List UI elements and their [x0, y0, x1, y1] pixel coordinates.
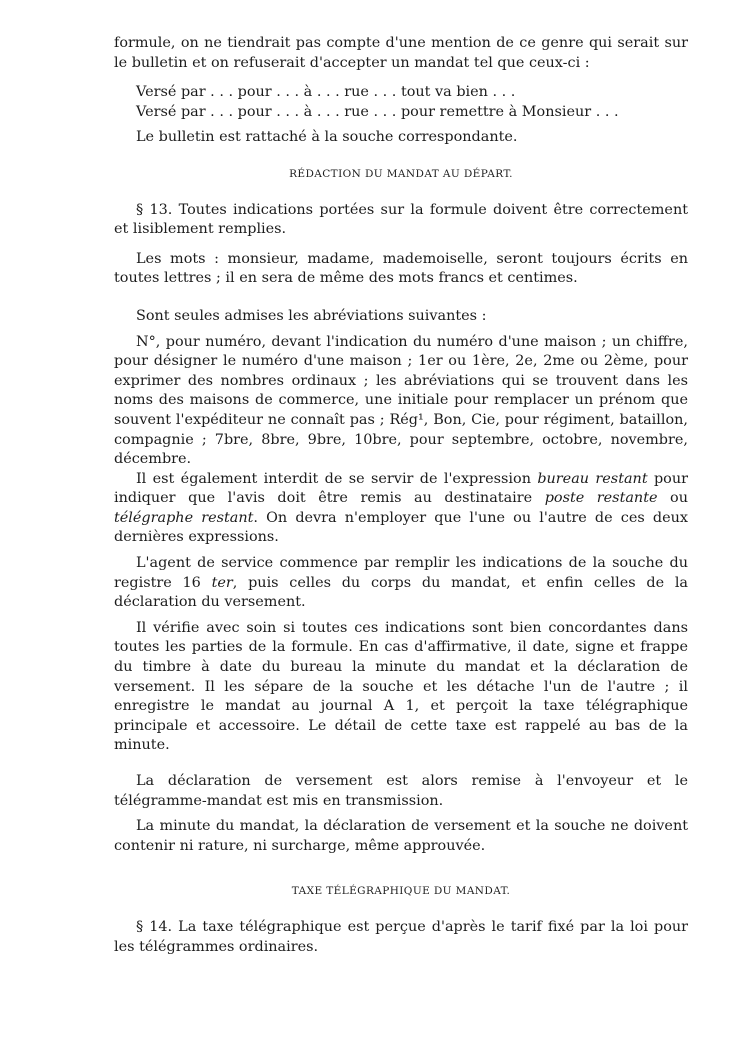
- example-line-2: Versé par . . . pour . . . à . . . rue . . . pour remettre à Monsieur . . .: [136, 103, 619, 120]
- paragraph-interdit: [114, 470, 688, 548]
- section-13-number: § 13.: [136, 201, 173, 218]
- paragraph-declaration: La déclaration de versement est alors remise à l'envoyeur et le télégramme-mandat est mis en transmission.: [114, 773, 688, 809]
- interdit-em-poste-restante: poste restante: [544, 490, 658, 507]
- section-14-number: § 14.: [136, 918, 173, 935]
- agent-text-1: L'agent de service commence par remplir les indications de la souche du registre 16: [114, 555, 688, 591]
- section-13: [114, 201, 688, 240]
- paragraph-agent: [114, 554, 688, 613]
- interdit-text-2: pour indiquer que l'avis doit être remis au destinataire: [114, 470, 688, 507]
- agent-em-ter: ter: [211, 574, 233, 591]
- paragraph-verifie: Il vérifie avec soin si toutes ces indications sont bien concordantes dans toutes les parties de la formule. En cas d'affirmative, il date, signe et frappe du timbre à date du bureau la minute du mandat et la déclaration de versement. Il les sépare de la souche et les détache l'un de l'autre ; il enregistre le mandat au journal A 1, et perçoit la taxe télégraphique principale et accessoire. Le détail de cette taxe est rappelé au bas de la minute.: [114, 619, 688, 754]
- agent-text-2: , puis celles du corps du mandat, et enfin celles de la déclaration du versement.: [114, 574, 689, 611]
- bulletin-sentence: Le bulletin est rattaché à la souche correspondante.: [136, 129, 518, 146]
- example-lines: [114, 83, 688, 122]
- interdit-em-telegraphe-restant: télégraphe restant: [114, 509, 254, 526]
- paragraph-abbrev-list: N°, pour numéro, devant l'indication du numéro d'une maison ; un chiffre, pour désigner le numéro d'une maison ; 1er ou 1ère, 2e, 2me ou 2ème, pour exprimer des nombres ordinaux ; les abréviations qui se trouvent dans les noms des maisons de commerce, une initiale pour remplacer un prénom que souvent l'expéditeur ne connaît pas ; Rég¹, Bon, Cie, pour régiment, bataillon, compagnie ; 7bre, 8bre, 9bre, 10bre, pour septembre, octobre, novembre, décembre.: [114, 333, 688, 468]
- example-line-1: Versé par . . . pour . . . à . . . rue . . . tout va bien . . .: [136, 84, 516, 101]
- intro-paragraph: formule, on ne tiendrait pas compte d'une mention de ce genre qui serait sur le bulletin et on refuserait d'accepter un mandat tel que ceux-ci :: [114, 35, 688, 71]
- interdit-text-4: . On devra n'employer que l'une ou l'autre de ces deux dernières expressions.: [114, 509, 688, 546]
- paragraph-mots: Les mots : monsieur, madame, mademoiselle, seront toujours écrits en toutes lettres ; il en sera de même des mots francs et centimes.: [114, 250, 688, 287]
- section-14-text: La taxe télégraphique est perçue d'après le tarif fixé par la loi pour les télégrammes ordinaires.: [114, 918, 689, 955]
- interdit-text-3: ou: [657, 490, 688, 507]
- heading-redaction: RÉDACTION DU MANDAT AU DÉPART.: [289, 167, 513, 180]
- heading-taxe: TAXE TÉLÉGRAPHIQUE DU MANDAT.: [291, 885, 511, 898]
- paragraph-abbrev-intro: Sont seules admises les abréviations suivantes :: [136, 307, 487, 324]
- paragraph-minute: La minute du mandat, la déclaration de versement et la souche ne doivent contenir ni rature, ni surcharge, même approuvée.: [114, 818, 688, 854]
- interdit-em-bureau-restant: bureau restant: [537, 470, 648, 487]
- section-14: [114, 918, 688, 957]
- section-13-text: Toutes indications portées sur la formule doivent être correctement et lisiblement remplies.: [114, 201, 688, 238]
- interdit-text-1: Il est également interdit de se servir de l'expression: [136, 470, 538, 487]
